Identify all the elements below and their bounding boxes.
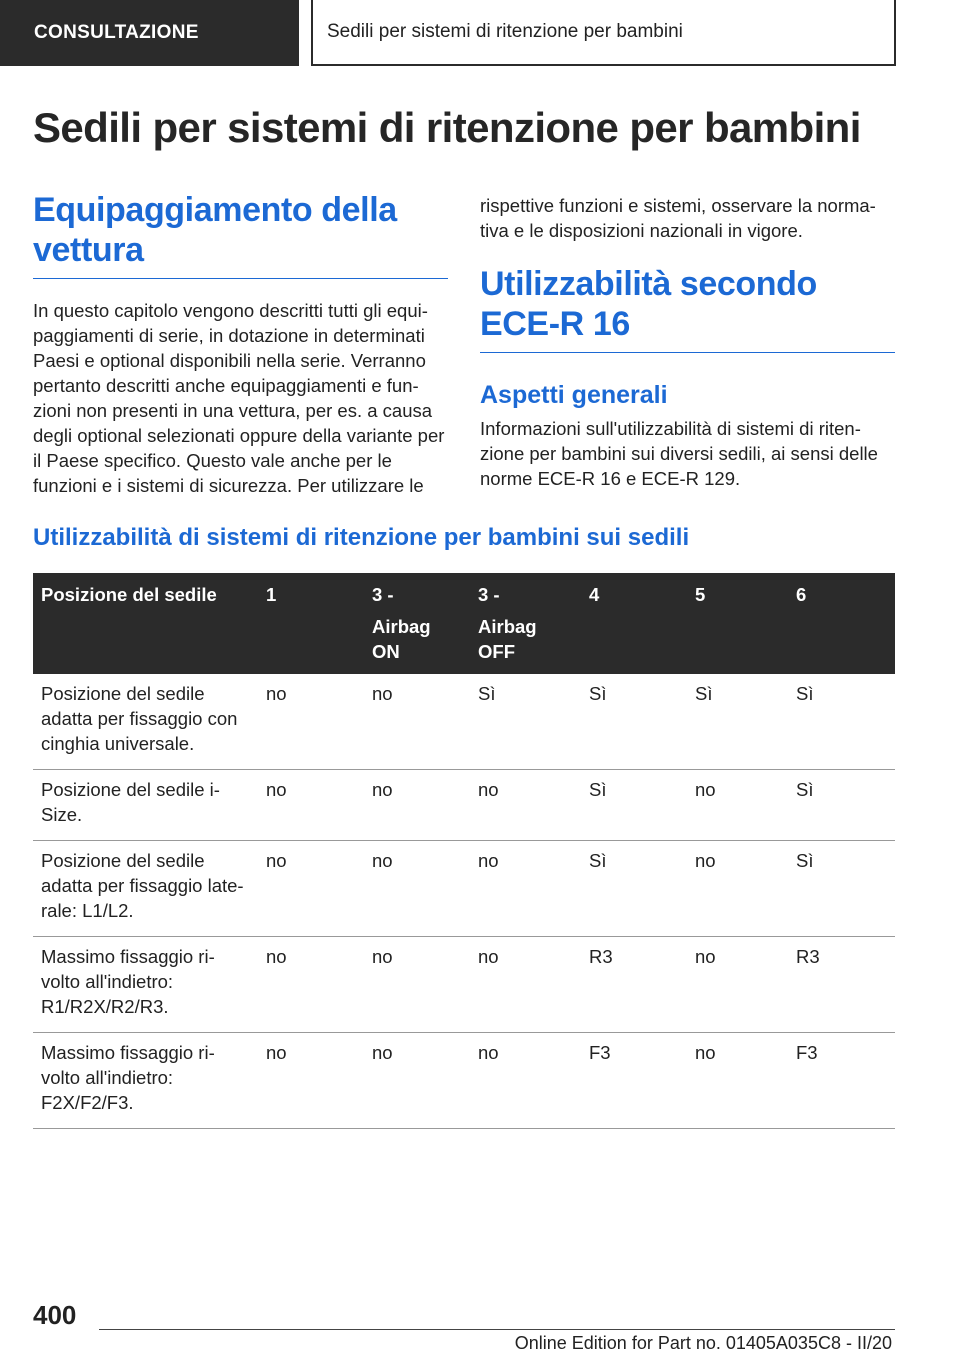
header-cell-position: Posizione del sedile	[33, 573, 258, 674]
header-cell-6: 6	[788, 573, 895, 674]
table-header-row	[33, 573, 895, 674]
table-cell: no	[364, 770, 470, 841]
table-cell: no	[258, 841, 364, 937]
header-cell-4: 4	[581, 573, 687, 674]
table-cell: no	[470, 770, 581, 841]
table-cell: Sì	[788, 841, 895, 937]
table-cell: no	[687, 937, 788, 1033]
footer-edition: Online Edition for Part no. 01405A035C8 - II/20	[514, 1333, 892, 1353]
table-cell: R3	[581, 937, 687, 1033]
table-cell: Posizione del sedile i-Size.	[33, 770, 258, 841]
page-title: Sedili per sistemi di ritenzione per bambini	[33, 104, 861, 151]
seat-usability-table	[33, 573, 895, 1129]
table-cell: no	[687, 770, 788, 841]
table-cell: F3	[788, 1033, 895, 1129]
table-cell: no	[364, 841, 470, 937]
header-section-tab	[0, 0, 299, 66]
table-cell: no	[364, 937, 470, 1033]
table-cell: no	[470, 937, 581, 1033]
section-heading-ece: Utilizzabilità secondo ECE-R 16	[480, 264, 895, 353]
table-cell: Posizione del sedile adatta per fissaggio late-rale: L1/L2.	[33, 841, 258, 937]
page-number: 400	[33, 1300, 77, 1330]
table-cell: Sì	[581, 770, 687, 841]
table-cell: Sì	[687, 674, 788, 770]
table-row	[33, 937, 895, 1033]
table-cell: Sì	[788, 770, 895, 841]
table-cell: no	[364, 1033, 470, 1129]
right-column	[480, 193, 895, 491]
table-cell: Sì	[581, 674, 687, 770]
header-cell-3-airbag-on: 3 - Airbag ON	[364, 573, 470, 674]
table-cell: no	[258, 770, 364, 841]
section-heading-equipment: Equipaggiamento della vettura	[33, 190, 448, 279]
table-cell: no	[258, 674, 364, 770]
table-cell: F3	[581, 1033, 687, 1129]
table-row	[33, 674, 895, 770]
general-paragraph: Informazioni sull'utilizzabilità di sistemi di riten-zione per bambini sui diversi sedili, ai sensi delle norme ECE-R 16 e ECE-R 129.	[480, 418, 878, 489]
header-chapter-label: Sedili per sistemi di ritenzione per bambini	[327, 21, 683, 42]
table-cell: Sì	[788, 674, 895, 770]
table-cell: no	[470, 841, 581, 937]
footer-divider	[99, 1329, 895, 1330]
table-cell: no	[364, 674, 470, 770]
table-cell: no	[687, 841, 788, 937]
table-row	[33, 770, 895, 841]
equipment-paragraph: In questo capitolo vengono descritti tutti gli equi-paggiamenti di serie, in dotazione in determinati Paesi e optional disponibili nella serie. Verranno pertanto descritti anche equipaggiamenti e fun-zioni non presenti in una vettura, per es. a causa degli optional selezionati oppure della variante per il Paese specifico. Questo vale anche per le funzioni e i sistemi di sicurezza. Per utilizzare le	[33, 300, 445, 496]
continued-paragraph: rispettive funzioni e sistemi, osservare la norma-tiva e le disposizioni nazionali in vigore.	[480, 195, 876, 241]
table-cell: Sì	[581, 841, 687, 937]
subheading-general: Aspetti generali	[480, 381, 668, 409]
table-cell: Sì	[470, 674, 581, 770]
table-cell: no	[258, 1033, 364, 1129]
header-section-label: CONSULTAZIONE	[34, 22, 199, 43]
table-cell: no	[258, 937, 364, 1033]
header-cell-5: 5	[687, 573, 788, 674]
left-column	[33, 190, 448, 498]
table-row	[33, 841, 895, 937]
table-cell: R3	[788, 937, 895, 1033]
header-chapter-title	[311, 0, 896, 66]
table-cell: no	[470, 1033, 581, 1129]
header-cell-1: 1	[258, 573, 364, 674]
header-cell-3-airbag-off: 3 - Airbag OFF	[470, 573, 581, 674]
table-cell: no	[687, 1033, 788, 1129]
table-cell: Massimo fissaggio ri-volto all'indietro: R1/R2X/R2/R3.	[33, 937, 258, 1033]
table-cell: Posizione del sedile adatta per fissaggio con cinghia universale.	[33, 674, 258, 770]
table-heading: Utilizzabilità di sistemi di ritenzione per bambini sui sedili	[33, 524, 690, 551]
table-cell: Massimo fissaggio ri-volto all'indietro: F2X/F2/F3.	[33, 1033, 258, 1129]
table-row	[33, 1033, 895, 1129]
